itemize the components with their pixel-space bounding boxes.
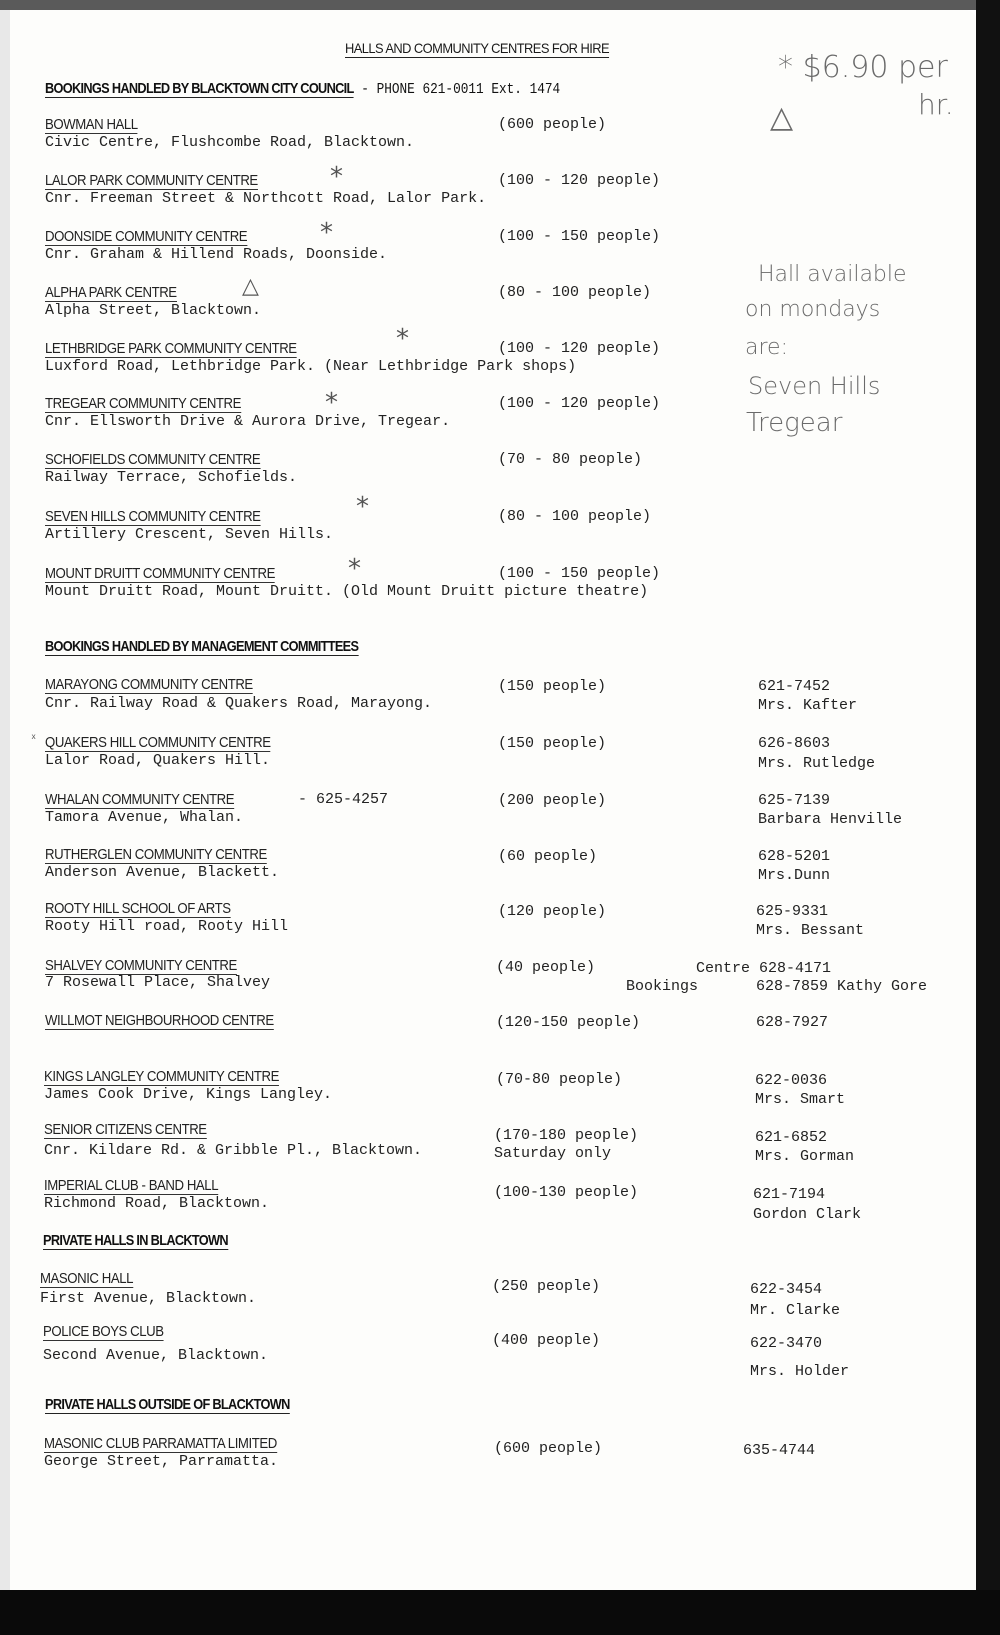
hall-address: George Street, Parramatta. (44, 1453, 279, 1470)
hall-address: Luxford Road, Lethbridge Park. (Near Lethbridge Park shops) (45, 358, 577, 375)
hall-capacity: (100-130 people) (494, 1184, 639, 1201)
contact-name: Mrs. Kafter (758, 697, 858, 714)
hall-address: Cnr. Graham & Hillend Roads, Doonside. (45, 246, 388, 263)
hall-name: MASONIC CLUB PARRAMATTA LIMITED (44, 1435, 277, 1452)
hall-phone: - 625-4257 (298, 791, 389, 808)
contact-name: Mrs. Smart (755, 1091, 846, 1108)
hall-name: SENIOR CITIZENS CENTRE (44, 1121, 207, 1138)
contact-phone: 621-7194 (753, 1186, 826, 1203)
contact-name: Mrs. Holder (750, 1363, 850, 1380)
contact-phone: 625-9331 (756, 903, 829, 920)
section-heading-management (45, 638, 358, 655)
hall-capacity: (100 - 120 people) (498, 340, 661, 357)
contact-name: Barbara Henville (758, 811, 903, 828)
hall-capacity: (250 people) (492, 1278, 601, 1295)
hall-address: Richmond Road, Blacktown. (44, 1195, 270, 1212)
hall-capacity: (40 people) (496, 959, 596, 976)
contact-name: 628-7859 Kathy Gore (756, 978, 928, 995)
scan-border-left (0, 0, 10, 1635)
hall-name: MARAYONG COMMUNITY CENTRE (45, 676, 253, 693)
handwritten-rate-note-hr: hr. (918, 88, 954, 121)
section-heading-private-blacktown-text: PRIVATE HALLS IN BLACKTOWN (43, 1232, 228, 1249)
hall-capacity: (600 people) (494, 1440, 603, 1457)
hall-capacity: (600 people) (498, 116, 607, 133)
asterisk-mark-icon: * (348, 554, 361, 584)
hall-address: Second Avenue, Blacktown. (43, 1347, 269, 1364)
contact-phone: 621-7452 (758, 678, 831, 695)
hall-address: Mount Druitt Road, Mount Druitt. (Old Mount Druitt picture theatre) (45, 583, 649, 600)
handwritten-triangle-icon: △ (770, 100, 794, 135)
contact-phone: 622-3470 (750, 1335, 823, 1352)
margin-tick-mark: ˣ (30, 732, 38, 746)
handwritten-monday-note-2: on mondays (745, 297, 881, 322)
contact-phone: 628-7927 (756, 1014, 829, 1031)
section-heading-private-outside (45, 1396, 290, 1413)
hall-name: ROOTY HILL SCHOOL OF ARTS (45, 900, 231, 917)
hall-capacity: (400 people) (492, 1332, 601, 1349)
contact-name: Mrs. Gorman (755, 1148, 855, 1165)
contact-phone: 635-4744 (743, 1442, 816, 1459)
hall-address: Anderson Avenue, Blackett. (45, 864, 280, 881)
asterisk-mark-icon: * (325, 388, 338, 418)
hall-capacity: (80 - 100 people) (498, 508, 652, 525)
hall-capacity: (100 - 150 people) (498, 228, 661, 245)
hall-address: James Cook Drive, Kings Langley. (44, 1086, 333, 1103)
handwritten-monday-note-4: Seven Hills (748, 372, 881, 400)
capacity-note: Saturday only (494, 1145, 612, 1162)
asterisk-mark-icon: * (330, 162, 343, 192)
contact-phone: 626-8603 (758, 735, 831, 752)
section-heading-management-text: BOOKINGS HANDLED BY MANAGEMENT COMMITTEES (45, 638, 359, 655)
contact-phone: 628-5201 (758, 848, 831, 865)
hall-name: DOONSIDE COMMUNITY CENTRE (45, 228, 248, 245)
hall-name: MASONIC HALL (40, 1270, 134, 1287)
bookings-label: Bookings (626, 978, 699, 995)
scan-border-right (976, 0, 1000, 1635)
hall-address: 7 Rosewall Place, Shalvey (45, 974, 271, 991)
hall-capacity: (170-180 people) (494, 1127, 639, 1144)
contact-name: Mrs.Dunn (758, 867, 831, 884)
hall-name: QUAKERS HILL COMMUNITY CENTRE (45, 734, 271, 751)
hall-capacity: (70 - 80 people) (498, 451, 643, 468)
handwritten-monday-note-5: Tregear (746, 408, 843, 438)
hall-capacity: (80 - 100 people) (498, 284, 652, 301)
hall-name: BOWMAN HALL (45, 116, 138, 133)
hall-name: SCHOFIELDS COMMUNITY CENTRE (45, 451, 261, 468)
asterisk-mark-icon: * (356, 492, 369, 522)
hall-capacity: (100 - 150 people) (498, 565, 661, 582)
hall-capacity: (70-80 people) (496, 1071, 623, 1088)
section-heading-council (45, 80, 560, 98)
centre-phone: Centre 628-4171 (696, 960, 832, 977)
scan-border-bottom (0, 1590, 1000, 1635)
hall-address: Cnr. Ellsworth Drive & Aurora Drive, Tregear. (45, 413, 451, 430)
hall-address: Cnr. Freeman Street & Northcott Road, Lalor Park. (45, 190, 487, 207)
contact-name: Mr. Clarke (750, 1302, 841, 1319)
section-heading-private-blacktown (43, 1232, 228, 1249)
handwritten-monday-note-1: Hall available (758, 262, 907, 287)
hall-capacity: (120-150 people) (496, 1014, 641, 1031)
hall-capacity: (150 people) (498, 735, 607, 752)
hall-name: MOUNT DRUITT COMMUNITY CENTRE (45, 565, 275, 582)
hall-address: Lalor Road, Quakers Hill. (45, 752, 271, 769)
contact-phone: 621-6852 (755, 1129, 828, 1146)
hall-name: TREGEAR COMMUNITY CENTRE (45, 395, 242, 412)
council-phone: - PHONE 621-0011 Ext. 1474 (353, 81, 561, 98)
hall-name: POLICE BOYS CLUB (43, 1323, 164, 1340)
hall-address: Cnr. Kildare Rd. & Gribble Pl., Blacktown. (44, 1142, 423, 1159)
hall-address: Alpha Street, Blacktown. (45, 302, 262, 319)
section-heading-private-outside-text: PRIVATE HALLS OUTSIDE OF BLACKTOWN (45, 1396, 290, 1413)
hall-name: LETHBRIDGE PARK COMMUNITY CENTRE (45, 340, 297, 357)
triangle-mark-icon: △ (242, 274, 259, 299)
hall-name: SHALVEY COMMUNITY CENTRE (45, 957, 237, 974)
hall-address: Railway Terrace, Schofields. (45, 469, 298, 486)
hall-address: Cnr. Railway Road & Quakers Road, Marayong. (45, 695, 433, 712)
hall-name: WHALAN COMMUNITY CENTRE (45, 791, 235, 808)
hall-capacity: (120 people) (498, 903, 607, 920)
contact-phone: 622-3454 (750, 1281, 823, 1298)
contact-name: Gordon Clark (753, 1206, 862, 1223)
hall-name: LALOR PARK COMMUNITY CENTRE (45, 172, 258, 189)
hall-name: WILLMOT NEIGHBOURHOOD CENTRE (45, 1012, 274, 1029)
hall-capacity: (200 people) (498, 792, 607, 809)
hall-capacity: (100 - 120 people) (498, 395, 661, 412)
hall-capacity: (150 people) (498, 678, 607, 695)
handwritten-monday-note-3: are: (745, 335, 788, 360)
hall-name: SEVEN HILLS COMMUNITY CENTRE (45, 508, 261, 525)
hall-name: RUTHERGLEN COMMUNITY CENTRE (45, 846, 267, 863)
hall-address: Tamora Avenue, Whalan. (45, 809, 244, 826)
hall-address: Rooty Hill road, Rooty Hill (45, 918, 289, 935)
scan-border-top (0, 0, 1000, 10)
asterisk-mark-icon: * (320, 218, 333, 248)
contact-phone: 622-0036 (755, 1072, 828, 1089)
hall-address: First Avenue, Blacktown. (40, 1290, 257, 1307)
hall-name: IMPERIAL CLUB - BAND HALL (44, 1177, 219, 1194)
contact-name: Mrs. Rutledge (758, 755, 876, 772)
document-title: HALLS AND COMMUNITY CENTRES FOR HIRE (345, 40, 610, 56)
hall-address: Artillery Crescent, Seven Hills. (45, 526, 334, 543)
hall-capacity: (100 - 120 people) (498, 172, 661, 189)
asterisk-mark-icon: * (396, 324, 409, 354)
hall-name: KINGS LANGLEY COMMUNITY CENTRE (44, 1068, 279, 1085)
hall-name: ALPHA PARK CENTRE (45, 284, 177, 301)
handwritten-rate-note: * $6.90 per (778, 50, 948, 85)
section-heading-council-text: BOOKINGS HANDLED BY BLACKTOWN CITY COUNCIL (45, 80, 354, 97)
hall-address: Civic Centre, Flushcombe Road, Blacktown. (45, 134, 415, 151)
hall-capacity: (60 people) (498, 848, 598, 865)
contact-name: Mrs. Bessant (756, 922, 865, 939)
contact-phone: 625-7139 (758, 792, 831, 809)
